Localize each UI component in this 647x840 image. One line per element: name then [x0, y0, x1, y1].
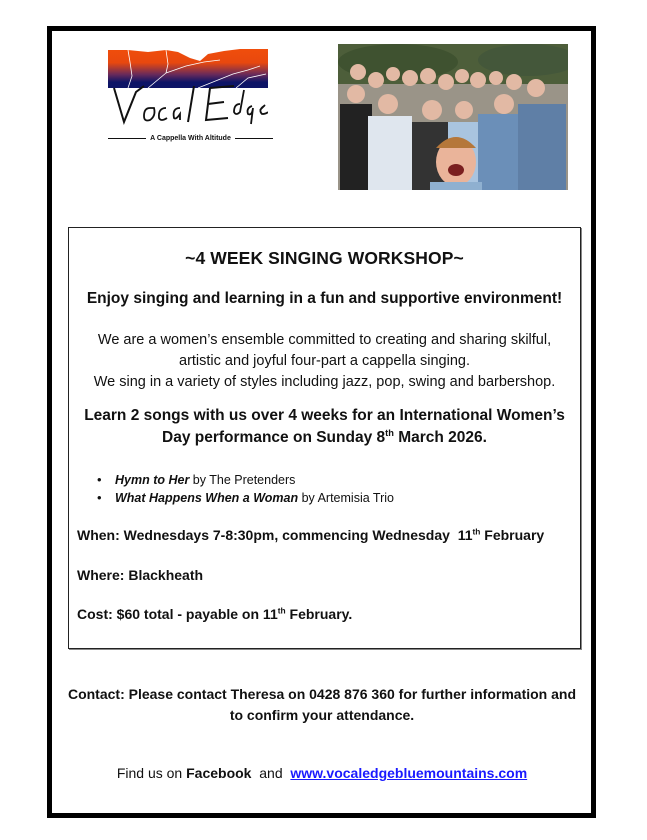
song-artist: by The Pretenders: [189, 473, 296, 487]
logo-tagline-row: [108, 132, 273, 144]
song-title: What Happens When a Woman: [115, 491, 299, 505]
performance-headline: [69, 405, 580, 449]
ordinal-suffix: th: [472, 526, 481, 537]
vocal-edge-logo: [108, 48, 270, 148]
contact-line: to confirm your attendance.: [229, 707, 415, 723]
cost-detail: [77, 606, 352, 622]
mountain-banner-icon: [108, 48, 268, 88]
headline-line: [69, 427, 580, 449]
contact-line: Contact: Please contact Theresa on 0428 876 360 for further information and: [67, 686, 577, 702]
ordinal-suffix: th: [385, 427, 394, 438]
workshop-info-box: [68, 227, 581, 649]
divider: [235, 138, 273, 139]
list-item: [97, 489, 394, 507]
workshop-tagline: Enjoy singing and learning in a fun and supportive environment!: [86, 290, 563, 307]
cost-text: February.: [285, 606, 353, 622]
intro-line: artistic and joyful four-part a cappella singing.: [179, 353, 470, 369]
when-text: February: [480, 527, 545, 543]
headline-line: Learn 2 songs with us over 4 weeks for an International Women’s: [84, 407, 565, 424]
list-item: [97, 471, 394, 489]
footer-links: [52, 765, 592, 781]
headline-text: March 2026.: [393, 429, 487, 446]
footer-and: and: [251, 765, 291, 781]
where-detail: Where: Blackheath: [77, 567, 204, 583]
when-text: When: Wednesdays 7-8:30pm, commencing Wednesday 11: [77, 527, 473, 543]
intro-line: We are a women’s ensemble committed to creating and sharing skilful,: [97, 332, 552, 348]
facebook-label: Facebook: [186, 765, 252, 781]
when-detail: [77, 527, 544, 543]
vocal-edge-script-icon: [110, 84, 268, 126]
contact-info: [52, 684, 592, 726]
headline-text: Day performance on Sunday 8: [162, 429, 386, 446]
ensemble-intro: [69, 330, 580, 393]
cost-text: Cost: $60 total - payable on 11: [77, 606, 278, 622]
choir-group-photo: [338, 44, 568, 190]
logo-tagline: A Cappella With Altitude: [150, 134, 231, 142]
divider: [108, 138, 146, 139]
ordinal-suffix: th: [277, 605, 286, 616]
workshop-title: ~4 WEEK SINGING WORKSHOP~: [185, 248, 464, 268]
song-artist: by Artemisia Trio: [298, 491, 394, 505]
footer-prefix: Find us on: [116, 765, 187, 781]
website-link[interactable]: www.vocaledgebluemountains.com: [290, 765, 528, 781]
song-list: [97, 471, 394, 507]
intro-line: We sing in a variety of styles including jazz, pop, swing and barbershop.: [93, 374, 556, 390]
song-title: Hymn to Her: [115, 473, 190, 487]
group-photo-image: [338, 44, 568, 190]
